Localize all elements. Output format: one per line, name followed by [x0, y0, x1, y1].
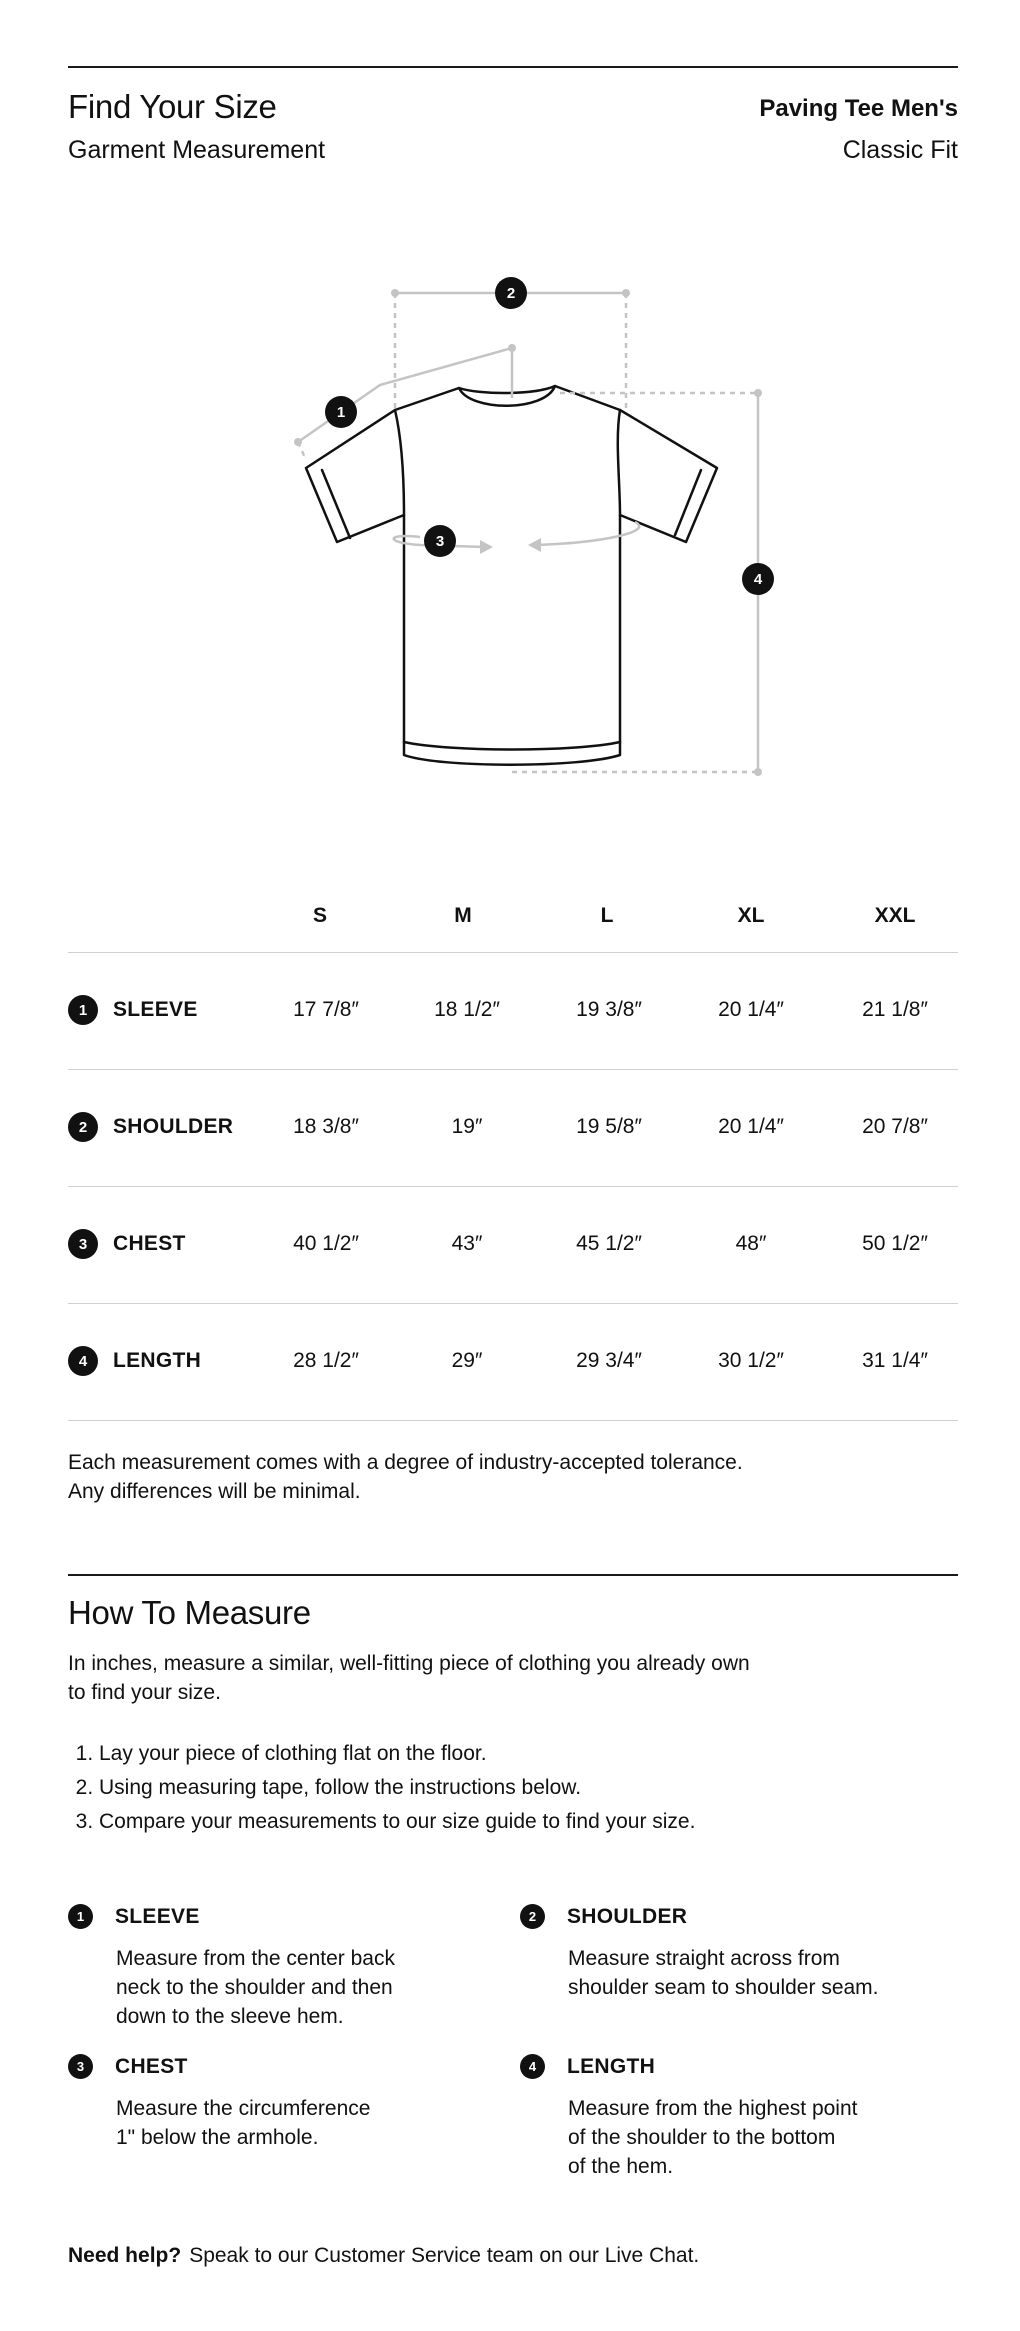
how-to-measure-title: How To Measure [68, 1594, 311, 1631]
guide-line: Measure straight across from [568, 1947, 840, 1970]
diagram-marker-3: 3 [435, 533, 445, 550]
guide-description [568, 1944, 888, 2002]
tolerance-note-line: Any differences will be minimal. [68, 1480, 361, 1503]
diagram-marker-4: 4 [753, 571, 763, 588]
how-to-intro [68, 1649, 828, 1707]
guide-description [116, 1944, 436, 2031]
row-label [68, 1229, 186, 1259]
number-badge: 1 [68, 995, 98, 1025]
guide-name: SLEEVE [115, 1904, 200, 1928]
number-badge: 3 [68, 2054, 93, 2079]
tshirt-illustration [306, 386, 717, 765]
tolerance-note-line: Each measurement comes with a degree of industry-accepted tolerance. [68, 1451, 743, 1474]
product-name: Paving Tee Men's [759, 95, 958, 122]
table-cell: 20 1/4″ [718, 1115, 784, 1138]
size-column-m: M [454, 904, 472, 927]
size-chart-header [68, 890, 958, 952]
size-chart-table [68, 890, 958, 1421]
table-row-sleeve [68, 952, 958, 1069]
guide-name: LENGTH [567, 2054, 656, 2078]
guide-line: 1" below the armhole. [116, 2126, 319, 2149]
number-badge: 2 [68, 1112, 98, 1142]
guide-line: of the shoulder to the bottom [568, 2126, 836, 2149]
table-cell: 28 1/2″ [293, 1349, 359, 1372]
guide-name: SHOULDER [567, 1904, 688, 1928]
table-cell: 31 1/4″ [862, 1349, 928, 1372]
table-cell: 45 1/2″ [576, 1232, 642, 1255]
table-cell: 18 1/2″ [434, 998, 500, 1021]
table-cell: 29 3/4″ [576, 1349, 642, 1372]
intro-line: to find your size. [68, 1681, 221, 1704]
table-row-shoulder [68, 1069, 958, 1186]
product-fit: Classic Fit [842, 136, 958, 164]
guide-shoulder [520, 1904, 910, 2002]
tshirt-measurement-diagram [0, 0, 1020, 800]
list-item: 1. Lay your piece of clothing flat on the floor. [99, 1737, 695, 1771]
row-name: LENGTH [113, 1349, 202, 1372]
table-cell: 20 7/8″ [862, 1115, 928, 1138]
row-label [68, 1112, 233, 1142]
diagram-markers [325, 277, 774, 595]
diagram-marker-2: 2 [506, 285, 516, 302]
help-label: Need help? [68, 2244, 182, 2267]
guide-line: Measure from the center back [116, 1947, 395, 1970]
guide-line: Measure from the highest point [568, 2097, 858, 2120]
row-label [68, 1346, 201, 1376]
row-name: CHEST [113, 1232, 186, 1255]
guide-length [520, 2054, 910, 2181]
size-column-s: S [312, 904, 327, 927]
table-cell: 50 1/2″ [862, 1232, 928, 1255]
size-column-xl: XL [737, 904, 765, 927]
live-chat-link[interactable]: Speak to our Customer Service team on our Live Chat. [189, 2244, 700, 2267]
page-title: Find Your Size [68, 88, 277, 125]
guide-line: down to the sleeve hem. [116, 2005, 344, 2028]
size-column-xxl: XXL [874, 904, 916, 927]
table-cell: 19 5/8″ [576, 1115, 642, 1138]
guide-line: of the hem. [568, 2155, 674, 2178]
guide-name: CHEST [115, 2054, 188, 2078]
measure-steps-list [75, 1737, 695, 1839]
table-cell: 29″ [451, 1349, 483, 1372]
table-row-length [68, 1303, 958, 1421]
list-item: 3. Compare your measurements to our size guide to find your size. [99, 1805, 695, 1839]
page-subtitle: Garment Measurement [68, 136, 326, 164]
help-footer [68, 2244, 699, 2268]
number-badge: 4 [520, 2054, 545, 2079]
section-divider [68, 1574, 958, 1576]
table-row-chest [68, 1186, 958, 1303]
table-cell: 17 7/8″ [293, 998, 359, 1021]
table-cell: 20 1/4″ [718, 998, 784, 1021]
table-cell: 19″ [451, 1115, 483, 1138]
table-cell: 48″ [735, 1232, 767, 1255]
guide-line: shoulder seam to shoulder seam. [568, 1976, 879, 1999]
guide-chest [68, 2054, 458, 2152]
guide-line: Measure the circumference [116, 2097, 371, 2120]
table-cell: 21 1/8″ [862, 998, 928, 1021]
table-cell: 40 1/2″ [293, 1232, 359, 1255]
table-cell: 19 3/8″ [576, 998, 642, 1021]
diagram-marker-1: 1 [336, 404, 346, 421]
tolerance-note [68, 1448, 928, 1506]
guide-description [568, 2094, 888, 2181]
row-name: SHOULDER [113, 1115, 234, 1138]
list-item: 2. Using measuring tape, follow the instructions below. [99, 1771, 695, 1805]
row-label [68, 995, 198, 1025]
intro-line: In inches, measure a similar, well-fitting piece of clothing you already own [68, 1652, 750, 1675]
number-badge: 1 [68, 1904, 93, 1929]
number-badge: 3 [68, 1229, 98, 1259]
row-name: SLEEVE [113, 998, 198, 1021]
number-badge: 4 [68, 1346, 98, 1376]
table-cell: 30 1/2″ [718, 1349, 784, 1372]
table-cell: 43″ [451, 1232, 483, 1255]
guide-line: neck to the shoulder and then [116, 1976, 393, 1999]
guide-sleeve [68, 1904, 458, 2031]
size-column-l: L [600, 904, 614, 927]
guide-description [116, 2094, 436, 2152]
table-cell: 18 3/8″ [293, 1115, 359, 1138]
number-badge: 2 [520, 1904, 545, 1929]
